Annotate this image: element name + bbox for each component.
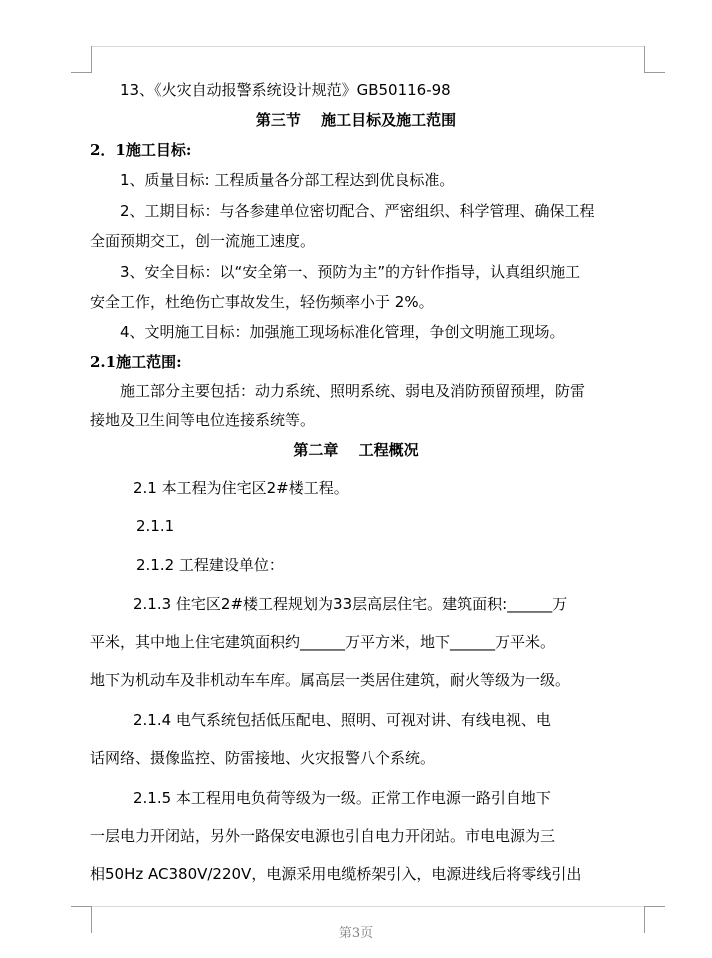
section-heading-3: 第三节 施工目标及施工范围: [255, 111, 457, 129]
subheading-construction-goals: 2．1施工目标:: [90, 141, 192, 159]
chapter-heading-2: 第二章 工程概况: [293, 441, 419, 459]
paragraph-line: 2.1.1: [136, 517, 175, 535]
paragraph-line: 4、文明施工目标：加强施工现场标准化管理，争创文明施工现场。: [120, 323, 565, 341]
paragraph-line: 相50Hz AC380V/220V，电源采用电缆桥架引入，电源进线后将零线引出: [90, 865, 582, 883]
paragraph-line: 一层电力开闭站，另外一路保安电源也引自电力开闭站。市电电源为三: [90, 827, 556, 845]
paragraph-line: 地下为机动车及非机动车车库。属高层一类居住建筑，耐火等级为一级。: [90, 671, 571, 689]
paragraph-line: 2.1.4 电气系统包括低压配电、照明、可视对讲、有线电视、电: [133, 711, 551, 729]
reference-item-13: 13、《火灾自动报警系统设计规范》GB50116-98: [120, 81, 451, 99]
paragraph-line: 接地及卫生间等电位连接系统等。: [90, 411, 316, 429]
crop-mark-top-right: [644, 46, 665, 73]
paragraph-line: 3、安全目标：以“安全第一、预防为主”的方针作指导，认真组织施工: [120, 263, 581, 281]
paragraph-line: 2.1.2 工程建设单位：: [136, 556, 284, 574]
paragraph-line: 施工部分主要包括：动力系统、照明系统、弱电及消防预留预埋，防雷: [120, 382, 586, 400]
paragraph-line: 话网络、摄像监控、防雷接地、火灾报警八个系统。: [90, 749, 436, 767]
page-number: 第3页: [338, 926, 374, 941]
subheading-construction-scope: 2.1施工范围:: [90, 353, 182, 371]
header-rule: [91, 46, 644, 47]
paragraph-line: 1、质量目标: 工程质量各分部工程达到优良标准。: [120, 171, 455, 189]
paragraph-line: 2、工期目标：与各参建单位密切配合、严密组织、科学管理、确保工程: [120, 202, 595, 220]
paragraph-line: 2.1 本工程为住宅区2#楼工程。: [133, 479, 349, 497]
paragraph-line: 2.1.3 住宅区2#楼工程规划为33层高层住宅。建筑面积:______万: [133, 595, 568, 613]
paragraph-line: 安全工作，杜绝伤亡事故发生，轻伤频率小于 2%。: [90, 293, 434, 311]
paragraph-line: 平米，其中地上住宅建筑面积约______万平方米，地下______万平米。: [90, 633, 556, 651]
paragraph-line: 2.1.5 本工程用电负荷等级为一级。正常工作电源一路引自地下: [133, 789, 551, 807]
paragraph-line: 全面预期交工，创一流施工速度。: [90, 232, 316, 250]
crop-mark-top-left: [71, 46, 92, 73]
footer-rule: [91, 906, 644, 907]
